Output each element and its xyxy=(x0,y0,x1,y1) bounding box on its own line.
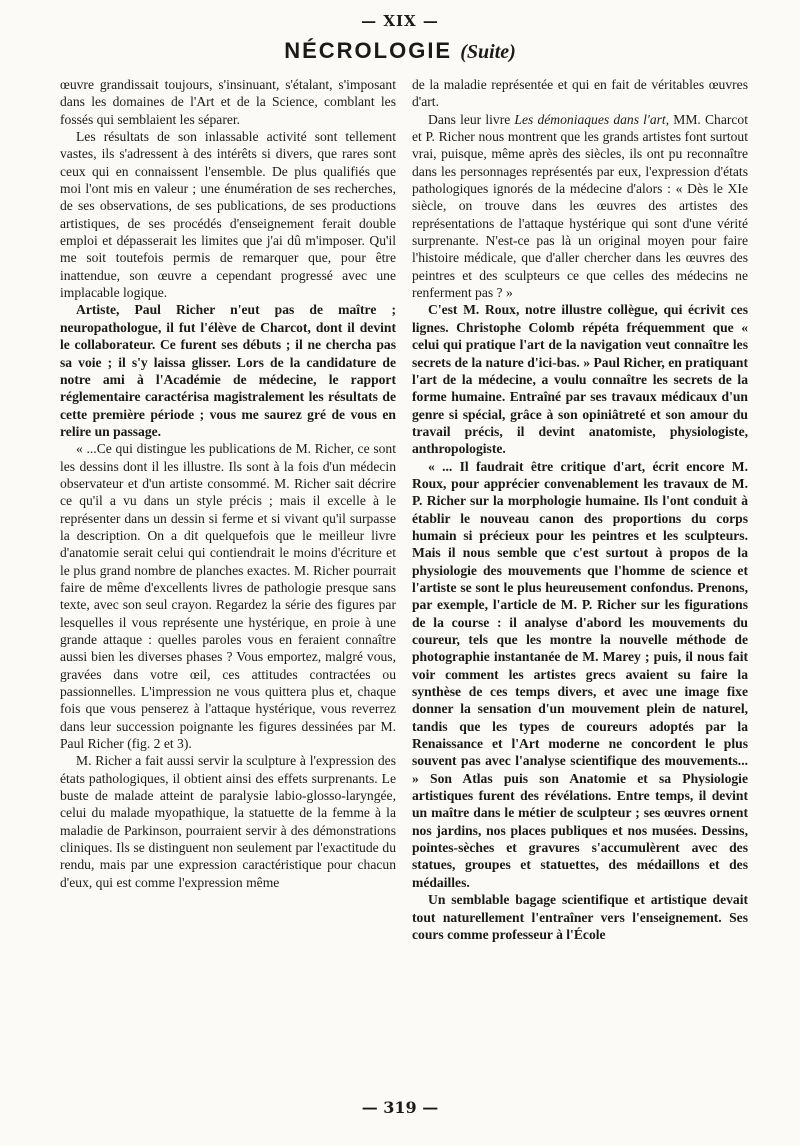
paragraph: Artiste, Paul Richer n'eut pas de maître ; neuropathologue, il fut l'élève de Charcot, dont il devint le collaborateur. Ce furent ses débuts ; il ne chercha pas sa voie ; il s'y laissa glisser. Lors de la candidature de notre ami à l'Académie de médecine, le rapport réglementaire caractérisa magistralement les résultats de cette première période ; vous me saurez gré de vous en relire un passage. xyxy=(60,302,396,439)
paragraph: Les résultats de son inlassable activité sont tellement vastes, ils s'adressent à des intérêts si divers, que rares sont ceux qui en connaissent l'ensemble. De plus qualifiés que moi l'ont mis en valeur ; une énumération de ses recherches, de ses observations, de ses publications, de ses productions artistiques, de ses procédés d'enseignement ferait double emploi et dépasserait les limites que j'ai dû m'imposer. Qu'il me soit toutefois permis de remarquer que, pour être inattendue, son œuvre a cependant progressé avec une implacable logique. xyxy=(60,129,396,301)
paragraph: « ...Ce qui distingue les publications de M. Richer, ce sont les dessins dont il les illustre. Ils sont à la fois d'un médecin observateur et d'un artiste consommé. M. Richer sait décrire ce qu'il a vu dans un style précis ; mais il excelle à le représenter dans un dessin si ferme et si vivant qu'il surpasse la description. On a dit quelquefois que le meilleur livre d'anatomie serait celui qui contiendrait le moins d'écriture et le plus grand nombre de planches exactes. M. Richer pourrait faire de même d'excellents livres de pathologie presque sans texte, avec son seul crayon. Regardez la série des figures par lesquelles il vous représente une hystérique, en proie à une grande attaque : quelles paroles vous en feraient connaître aussi bien les diverses phases ? Vous emportez, malgré vous, gravées dans votre œil, ces attitudes contractées ou passionnelles. L'impression ne vous quittera plus et, chaque fois que vous penserez à l'attaque hystérique, vous reverrez dans leur succession poignante les figures dessinées par M. Paul Richer (fig. 2 et 3). xyxy=(60,441,396,752)
section-title-suffix: (Suite) xyxy=(460,41,516,63)
page-number: — 319 — xyxy=(361,1098,439,1117)
paragraph xyxy=(412,111,748,302)
paragraph: « ... Il faudrait être critique d'art, écrit encore M. Roux, pour apprécier convenablement les travaux de M. P. Richer sur la morphologie humaine. Ils l'ont conduit à établir le nouveau canon des proportions du corps humain si précieux pour les peintres et les sculpteurs. Mais il nous semble que c'est surtout à propos de la physiologie des mouvements que l'homme de science et l'artiste se sont le plus heureusement confondus. Prenons, par exemple, l'article de M. P. Richer sur les figurations de la course : il analyse d'abord les mouvements du coureur, tels que les montre la nouvelle méthode de photographie instantanée de M. Marey ; puis, il nous fait voir comment les artistes grecs avaient su faire la synthèse de ces temps divers, et avec une image fixe donner la sensation d'un mouvement plein de naturel, tandis que les types de coureurs adoptés par la Renaissance et l'Art moderne ne concordent le plus souvent pas avec l'analyse scientifique des mouvements... » Son Atlas puis son Anatomie et sa Physiologie artistiques furent des révélations. Entre temps, il devint un maître dans le métier de sculpteur ; ses œuvres ornent nos jardins, nos places publiques et nos musées. Dessins, pointes-sèches et gravures s'accumulèrent avec des statues, groupes et statuettes, des médaillons et des médailles. xyxy=(412,458,748,890)
paragraph: Un semblable bagage scientifique et artistique devait tout naturellement l'entraîner vers l'enseignement. Ses cours comme professeur à l'École xyxy=(412,892,748,942)
paragraph: M. Richer a fait aussi servir la sculpture à l'expression des états pathologiques, il obtient ainsi des effets surprenants. Le buste de malade atteint de paralysie labio-glosso-laryngée, celui du malade myopathique, la statuette de la femme à la maladie de Parkinson, pourraient servir à des démonstrations cliniques. Ils se distinguent non seulement par l'exactitude du rendu, mais par une expression caractéristique pour chacun d'eux, qui est comme l'expression même xyxy=(60,753,396,890)
paragraph: œuvre grandissait toujours, s'insinuant, s'étalant, s'imposant dans les domaines de l'Art et de la Science, comblant les fossés qui semblaient les séparer. xyxy=(60,77,396,127)
paragraph: de la maladie représentée et qui en fait de véritables œuvres d'art. xyxy=(412,77,748,110)
text-run: Dans leur livre xyxy=(428,111,515,127)
book-title: Les démoniaques dans l'art xyxy=(514,111,666,127)
left-column xyxy=(60,76,396,891)
right-column xyxy=(412,76,748,943)
paragraph: C'est M. Roux, notre illustre collègue, qui écrivit ces lignes. Christophe Colomb répéta fréquemment que « celui qui pratique l'art de la navigation veut connaître les secrets de la nature d'ici-bas. » Paul Richer, en pratiquant l'art de la médecine, a voulu connaître les secrets de la forme humaine. Entraîné par ses travaux médicaux d'un genre si spécial, grâce à son opiniâtreté et son amour du travail précis, il devint anatomiste, physiologiste, anthropologiste. xyxy=(412,302,748,457)
roman-folio: — XIX — xyxy=(361,12,439,30)
text-run: , MM. Charcot et P. Richer nous montrent que les grands artistes font surtout vrai, puisque, même après des siècles, ils ont pu reconnaître dans les personnages représentés par eux, l'expression d'états pathologiques ignorés de la médecine d'alors : « Dès le XIe siècle, on trouve dans les œuvres des artistes des représentations de l'attaque hystérique qui sont d'une vérité surprenante. N'est-ce pas là un original moyen pour faire l'histoire médicale, que d'aller chercher dans les œuvres des peintres et des sculpteurs ce que celles des médecins ne renferment pas ? » xyxy=(412,111,748,301)
section-title-text: NÉCROLOGIE xyxy=(284,38,453,63)
section-title xyxy=(0,38,800,64)
